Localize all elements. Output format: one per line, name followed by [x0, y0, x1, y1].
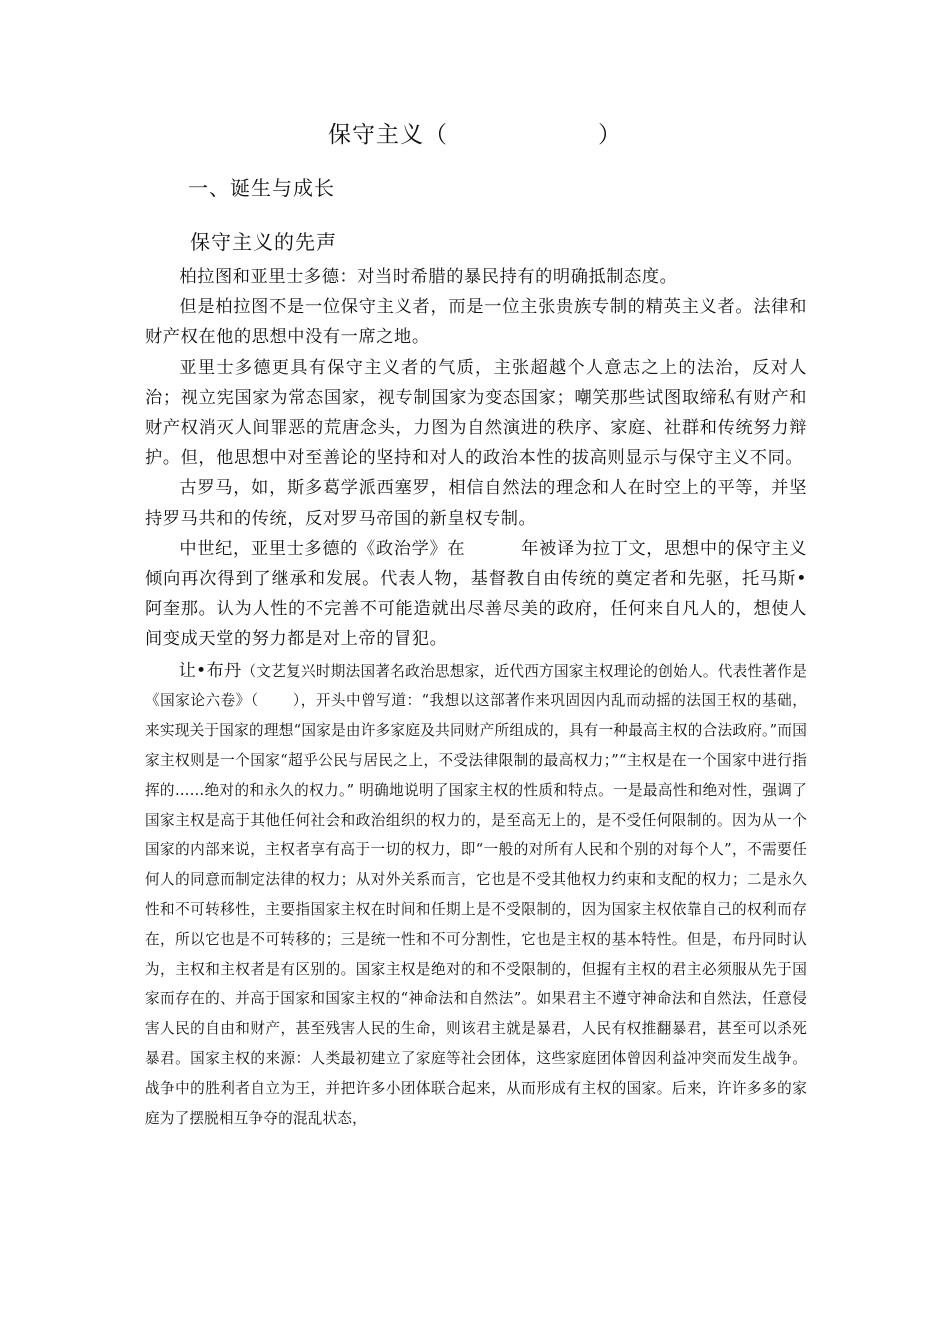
document-body — [145, 262, 807, 1133]
bodin-name: 让•布丹 — [178, 660, 242, 681]
section-heading: 一、诞生与成长 — [188, 176, 335, 200]
paragraph-aristotle: 亚里士多德更具有保守主义者的气质，主张超越个人意志之上的法治，反对人治；视立宪国家为常态国家，视专制国家为变态国家；嘲笑那些试图取缔私有财产和财产权消灭人间罪恶的荒唐念头，力图为自然演进的秩序、家庭、社群和传统努力辩护。但，他思想中对至善论的坚持和对人的政治本性的拔高则显示与保守主义不同。 — [145, 357, 807, 469]
bodin-text-a: （文艺复兴时期法国著名政治思想家，近代西方国家主权理论的创始人。代表性著作是《国家论六卷》（ — [145, 662, 807, 710]
title-main: 保守主义（ — [328, 122, 448, 148]
bodin-text-b: ），开头中曾写道：“我想以这部著作来巩固因内乱而动摇的法国王权的基础，来实现关于国家的理想“国家是由许多家庭及共同财产所组成的，具有一种最高主权的合法政府。”而国家主权则是一个国家“超乎公民与居民之上，不受法律限制的最高权力；”“主权是在一个国家中进行指挥的……绝对的和永久的权力。” 明确地说明了国家主权的性质和特点。一是最高性和绝对性，强调了国家主权是高于其他任何社会和政治组织的权力的，是至高无上的，是不受任何限制的。因为从一个国家的内部来说，主权者享有高于一切的权力，即“一般的对所有人民和个别的对每个人”，不需要任何人的同意而制定法律的权力；从对外关系而言，它也是不受其他权力约束和支配的权力；二是永久性和不可转移性，主要指国家主权在时间和任期上是不受限制的，因为国家主权依靠自己的权利而存在，所以它也是不可转移的；三是统一性和不可分割性，它也是主权的基本特性。但是，布丹同时认为，主权和主权者是有区别的。国家主权是绝对的和不受限制的，但握有主权的君主必须服从先于国家而存在的、并高于国家和国家主权的“神命法和自然法”。如果君主不遵守神命法和自然法，任意侵害人民的自由和财产，甚至残害人民的生命，则该君主就是暴君，人民有权推翻暴君，甚至可以杀死暴君。国家主权的来源：人类最初建立了家庭等社会团体，这些家庭团体曾因利益冲突而发生战争。战争中的胜利者自立为王，并把许多小团体联合起来，从而形成有主权的国家。后来，许许多多的家庭为了摆脱相互争夺的混乱状态， — [145, 692, 807, 1127]
paragraph-ancient-rome: 古罗马，如，斯多葛学派西塞罗，相信自然法的理念和人在时空上的平等，并坚持罗马共和的传统，反对罗马帝国的新皇权专制。 — [145, 478, 807, 529]
title-close: ） — [598, 122, 622, 148]
paragraph-plato-aristotle: 柏拉图和亚里士多德：对当时希腊的暴民持有的明确抵制态度。 — [179, 267, 678, 287]
document-title — [0, 116, 950, 149]
subsection-heading: 保守主义的先声 — [190, 230, 337, 254]
paragraph-plato: 但是柏拉图不是一位保守主义者，而是一位主张贵族专制的精英主义者。法律和财产权在他的思想中没有一席之地。 — [145, 297, 807, 348]
middle-ages-text-a: 中世纪，亚里士多德的《政治学》在 — [179, 538, 466, 559]
middle-ages-text-b: 年被译为拉丁文，思想中的保守主义倾向再次得到了继承和发展。代表人物，基督教自由传统的奠定者和先驱，托马斯•阿奎那。认为人性的不完善不可能造就出尽善尽美的政府，任何来自凡人的，想使人间变成天堂的努力都是对上帝的冒犯。 — [145, 538, 807, 650]
paragraph-middle-ages — [145, 534, 807, 655]
paragraph-bodin — [145, 657, 807, 1134]
